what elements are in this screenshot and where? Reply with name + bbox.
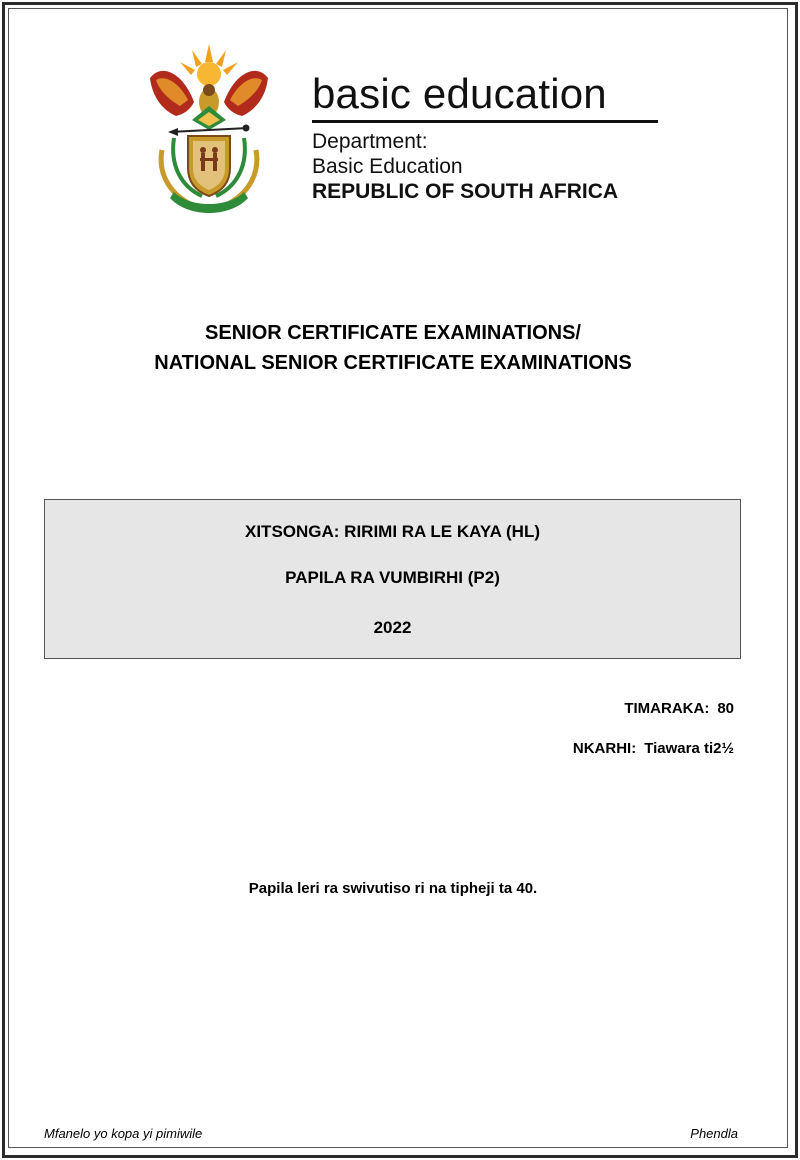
department-label: Department:: [312, 130, 428, 153]
department-brand: [312, 70, 672, 205]
subject-title: XITSONGA: RIRIMI RA LE KAYA (HL): [245, 522, 540, 541]
copyright-notice: Mfanelo yo kopa yi pimiwile: [44, 1126, 203, 1141]
page-count-note: Papila leri ra swivutiso ri na tipheji ta 40.: [248, 880, 538, 897]
exam-heading-line2: NATIONAL SENIOR CERTIFICATE EXAMINATIONS: [154, 352, 632, 374]
turn-over-note: Phendla: [690, 1126, 738, 1141]
paper-title-box: [44, 499, 741, 659]
exam-heading-line1: SENIOR CERTIFICATE EXAMINATIONS/: [205, 322, 581, 344]
time-line: [573, 740, 734, 757]
marks-label: TIMARAKA:: [624, 700, 710, 717]
marks-line: [624, 700, 734, 717]
paper-name: PAPILA RA VUMBIRHI (P2): [285, 568, 500, 587]
exam-heading: [0, 318, 786, 378]
department-name: Basic Education: [312, 155, 463, 178]
time-label: NKARHI:: [572, 740, 637, 757]
exam-year: 2022: [373, 618, 412, 637]
country-name: REPUBLIC OF SOUTH AFRICA: [312, 180, 619, 203]
marks-value: 80: [717, 700, 734, 717]
brand-divider: [312, 120, 658, 123]
coat-of-arms-icon: [140, 40, 278, 218]
time-value: Tiawara ti2½: [644, 740, 734, 757]
brand-wordmark: basic education: [312, 70, 607, 117]
